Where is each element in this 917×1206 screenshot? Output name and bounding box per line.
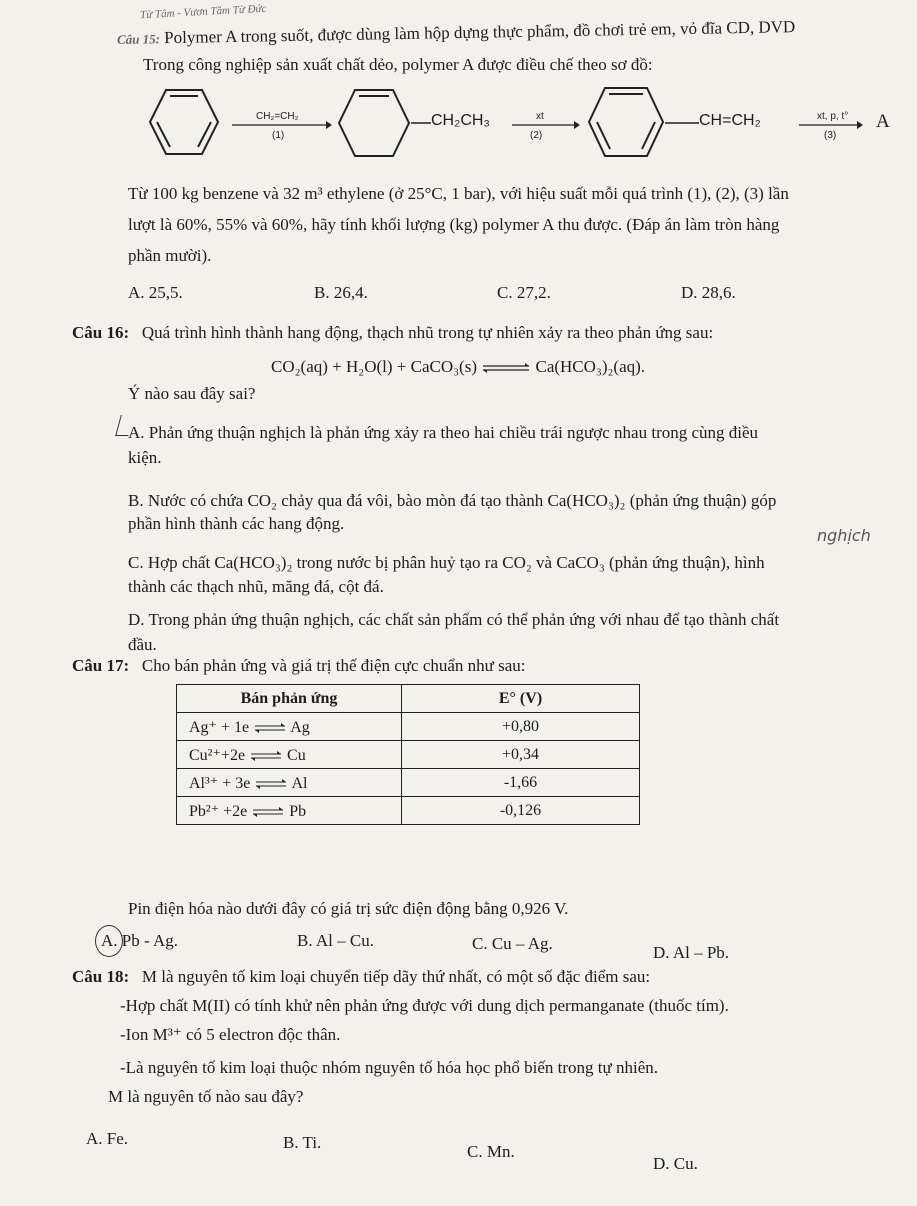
- equilibrium-arrow-icon: [249, 750, 283, 762]
- q15-line1: Polymer A trong suốt, được dùng làm hộp dựng thực phẩm, đồ chơi trẻ em, vỏ đĩa CD, DVD: [164, 17, 796, 48]
- q15-body3: phần mười).: [128, 246, 212, 265]
- q18-option-b[interactable]: B. Ti.: [283, 1133, 322, 1152]
- q15-label: Câu 15:: [116, 31, 161, 47]
- q15-option-b[interactable]: B. 26,4.: [314, 283, 368, 302]
- q16-option-d-line2: đầu.: [128, 635, 157, 654]
- arrow2-bottom-label: (2): [530, 130, 543, 141]
- q16-label: Câu 16:: [72, 323, 130, 342]
- styrene-ring-icon: [587, 86, 665, 158]
- q17-option-d[interactable]: D. Al – Pb.: [653, 943, 730, 962]
- arrow1-icon: [232, 120, 332, 130]
- q18-feature-2: -Ion M³⁺ có 5 electron độc thân.: [120, 1025, 341, 1044]
- q16-question: Ý nào sau đây sai?: [128, 384, 256, 403]
- half-reaction-right: Ag: [290, 718, 310, 736]
- q15-line2: Trong công nghiệp sản xuất chất dẻo, polymer A được điều chế theo sơ đồ:: [143, 55, 653, 74]
- q16-stem-text: Quá trình hình thành hang động, thạch nhũ trong tự nhiên xảy ra theo phản ứng sau:: [141, 323, 714, 342]
- q16-option-a-line2: kiện.: [128, 448, 162, 467]
- bond-line-icon: [411, 120, 431, 126]
- half-reaction-left: Cu²⁺+2e: [189, 746, 246, 764]
- q18-label: Câu 18:: [72, 967, 130, 986]
- header-watermark: Từ Tâm - Vươn Tầm Từ Đức: [139, 2, 267, 22]
- arrow2-top-label: xt: [536, 111, 544, 122]
- half-reaction-left: Ag⁺ + 1e: [189, 718, 250, 736]
- half-reaction-left: Pb²⁺ +2e: [189, 802, 248, 820]
- half-reaction-left: Al³⁺ + 3e: [189, 774, 251, 792]
- q18-option-d[interactable]: D. Cu.: [653, 1154, 698, 1173]
- q17-question: Pin điện hóa nào dưới đây có giá trị sức điện động bằng 0,926 V.: [128, 899, 569, 918]
- potential-value: -1,66: [402, 769, 640, 797]
- arrow1-top-label: CH₂=CH₂: [256, 111, 299, 122]
- q16-option-b-line2: phần hình thành các hang động.: [128, 514, 345, 533]
- potential-value: +0,80: [402, 713, 640, 741]
- arrow1-bottom-label: (1): [272, 130, 285, 141]
- half-reaction-right: Cu: [287, 746, 306, 764]
- q18-option-c[interactable]: C. Mn.: [467, 1142, 515, 1161]
- equilibrium-arrow-icon: [481, 362, 531, 374]
- q15-option-d[interactable]: D. 28,6.: [681, 283, 736, 302]
- q18-option-a[interactable]: A. Fe.: [86, 1129, 129, 1148]
- q17-option-b[interactable]: B. Al – Cu.: [297, 931, 374, 950]
- q18-stem-text: M là nguyên tố kim loại chuyển tiếp dãy thứ nhất, có một số đặc điểm sau:: [141, 967, 651, 986]
- q16-eq-right: Ca(HCO₃)₂(aq).: [535, 357, 646, 376]
- equilibrium-arrow-icon: [254, 778, 288, 790]
- arrow3-top-label: xt, p, t°: [817, 111, 849, 122]
- q16-equation: [271, 356, 645, 378]
- q18-feature-3: -Là nguyên tố kim loại thuộc nhóm nguyên tố hóa học phổ biến trong tự nhiên.: [120, 1058, 659, 1077]
- q17-option-c[interactable]: C. Cu – Ag.: [472, 934, 553, 953]
- q16-option-d-line1[interactable]: D. Trong phản ứng thuận nghịch, các chất sản phẩm có thể phản ứng với nhau để tạo thành chất: [128, 610, 780, 629]
- equilibrium-arrow-icon: [251, 806, 285, 818]
- q15-body2: lượt là 60%, 55% và 60%, hãy tính khối lượng (kg) polymer A thu được. (Đáp án làm tròn hàng: [128, 215, 780, 234]
- q18-feature-1: -Hợp chất M(II) có tính khử nên phản ứng được với dung dịch permanganate (thuốc tím).: [120, 996, 729, 1015]
- q17-stem-text: Cho bán phản ứng và giá trị thế điện cực chuẩn như sau:: [141, 656, 526, 675]
- q15-body1: Từ 100 kg benzene và 32 m³ ethylene (ở 25°C, 1 bar), với hiệu suất mỗi quá trình (1), (2), (3) lần: [128, 184, 789, 203]
- q15-option-a[interactable]: A. 25,5.: [128, 283, 183, 302]
- q16-option-b-line1[interactable]: B. Nước có chứa CO₂ chảy qua đá vôi, bào mòn đá tạo thành Ca(HCO₃)₂ (phản ứng thuận) góp: [128, 491, 777, 510]
- q18-stem: [72, 966, 650, 988]
- q16-eq-left: CO₂(aq) + H₂O(l) + CaCO₃(s): [271, 357, 477, 376]
- table-row: [177, 797, 640, 825]
- q17-option-a[interactable]: A. Pb - Ag.: [101, 931, 178, 950]
- polymer-a-label: A: [876, 111, 890, 132]
- q16-option-a-line1[interactable]: A. Phản ứng thuận nghịch là phản ứng xảy ra theo hai chiều trái ngược nhau trong cùng điều: [128, 423, 759, 442]
- table-header-reaction: Bán phản ứng: [177, 685, 402, 713]
- q16-option-c-line1[interactable]: C. Hợp chất Ca(HCO₃)₂ trong nước bị phân huỷ tạo ra CO₂ và CaCO₃ (phản ứng thuận), hình: [128, 553, 765, 572]
- table-row: [177, 713, 640, 741]
- ethylbenzene-ring-icon: [337, 88, 411, 158]
- table-row: [177, 741, 640, 769]
- ethylbenzene-label: CH₂CH₃: [431, 112, 490, 129]
- half-reaction-right: Pb: [289, 802, 307, 820]
- q16-stem: [72, 322, 713, 344]
- table-header-potential: E° (V): [402, 685, 640, 713]
- q18-question: M là nguyên tố nào sau đây?: [108, 1087, 304, 1106]
- equilibrium-arrow-icon: [253, 722, 287, 734]
- q15-intro: [117, 16, 796, 51]
- arrow3-bottom-label: (3): [824, 130, 837, 141]
- table-row: [177, 769, 640, 797]
- potential-table: [176, 684, 640, 825]
- q17-label: Câu 17:: [72, 656, 130, 675]
- arrow3-icon: [799, 120, 863, 130]
- styrene-label: CH=CH₂: [699, 112, 761, 129]
- q17-stem: [72, 655, 526, 677]
- bond-line-2-icon: [665, 120, 699, 126]
- arrow2-icon: [512, 120, 580, 130]
- handwritten-note: nghịch: [817, 526, 871, 545]
- potential-value: +0,34: [402, 741, 640, 769]
- q15-option-c[interactable]: C. 27,2.: [497, 283, 551, 302]
- q16-option-c-line2: thành các thạch nhũ, măng đá, cột đá.: [128, 577, 384, 596]
- potential-value: -0,126: [402, 797, 640, 825]
- benzene-ring-icon: [148, 86, 220, 158]
- half-reaction-right: Al: [291, 774, 308, 792]
